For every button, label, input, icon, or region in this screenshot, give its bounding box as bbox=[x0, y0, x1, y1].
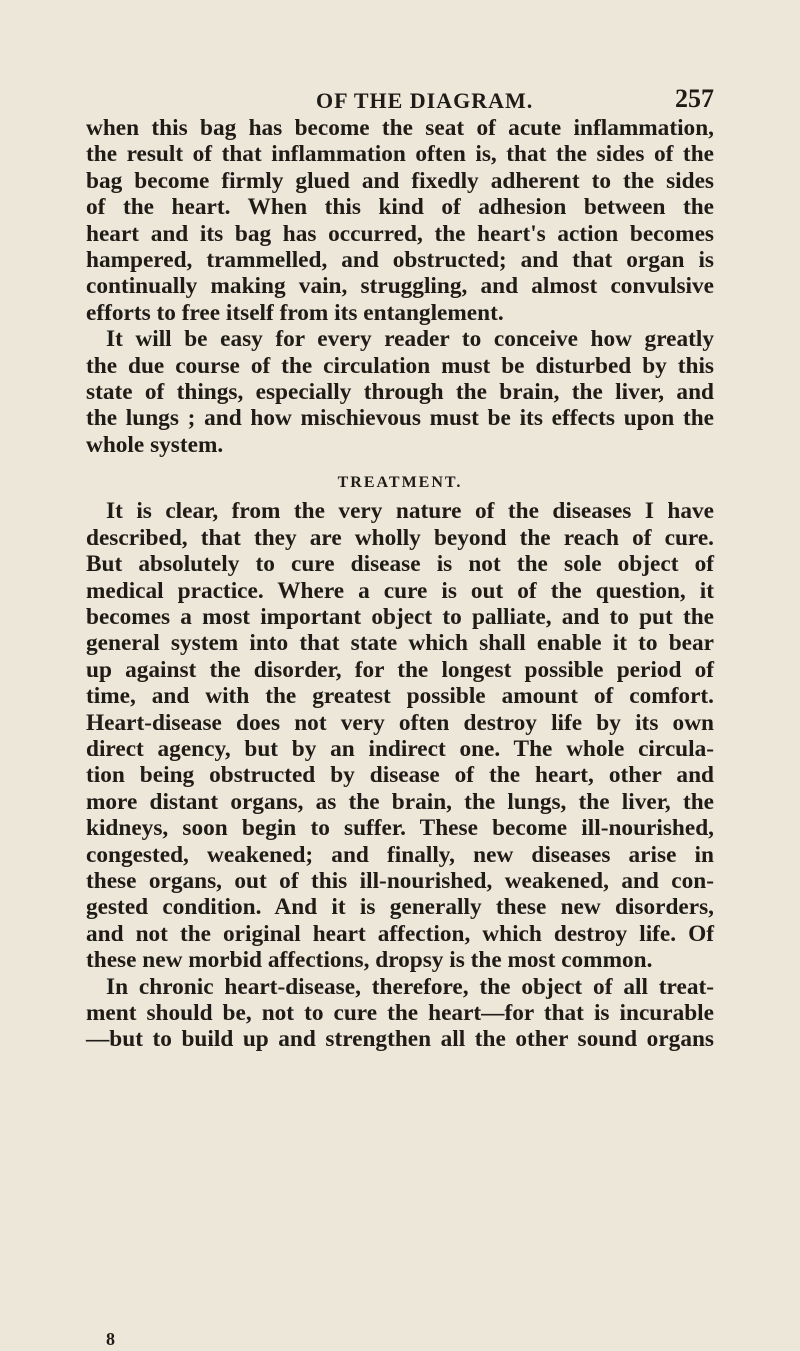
page-number: 257 bbox=[675, 84, 714, 113]
paragraph bbox=[86, 326, 714, 458]
text-line: these new morbid affections, dropsy is the most common. bbox=[86, 947, 653, 974]
text-line: bag become firmly glued and fixedly adherent to the sides bbox=[86, 167, 714, 194]
text-line: these organs, out of this ill-nourished, weakened, and con- bbox=[86, 867, 714, 894]
text-line: state of things, especially through the brain, the liver, and bbox=[86, 378, 714, 405]
text-line: tion being obstructed by disease of the heart, other and bbox=[86, 762, 714, 789]
text-line: direct agency, but by an indirect one. The whole circula- bbox=[86, 735, 714, 762]
running-title: OF THE DIAGRAM. bbox=[316, 88, 534, 113]
text-line: It will be easy for every reader to conceive how greatly bbox=[106, 326, 714, 353]
text-line: efforts to free itself from its entanglement. bbox=[86, 299, 504, 326]
text-line: time, and with the greatest possible amount of comfort. bbox=[86, 683, 714, 710]
text-line: gested condition. And it is generally these new disorders, bbox=[86, 894, 714, 921]
text-line: continually making vain, struggling, and almost convulsive bbox=[86, 273, 714, 300]
text-line: more distant organs, as the brain, the lungs, the liver, the bbox=[86, 788, 714, 815]
text-line: hampered, trammelled, and obstructed; and that organ is bbox=[86, 246, 714, 273]
text-line: congested, weakened; and finally, new diseases arise in bbox=[86, 841, 714, 868]
text-line: heart and its bag has occurred, the heart's action becomes bbox=[86, 220, 714, 247]
text-line: when this bag has become the seat of acute inflammation, bbox=[86, 115, 714, 141]
text-line: ment should be, not to cure the heart—for that is incurable bbox=[86, 999, 714, 1026]
text-line: Heart-disease does not very often destroy life by its own bbox=[86, 709, 714, 736]
text-line: —but to build up and strengthen all the other sound organs bbox=[86, 1026, 714, 1053]
paragraph bbox=[86, 498, 714, 973]
text-line: described, that they are wholly beyond the reach of cure. bbox=[86, 524, 714, 551]
text-line: of the heart. When this kind of adhesion between the bbox=[86, 194, 714, 221]
text-line: whole system. bbox=[86, 431, 224, 458]
signature-mark: 8 bbox=[106, 1329, 115, 1349]
text-line: becomes a most important object to palliate, and to put the bbox=[86, 604, 714, 631]
text-line: the lungs ; and how mischievous must be its effects upon the bbox=[86, 405, 714, 432]
text-line: and not the original heart affection, which destroy life. Of bbox=[86, 920, 714, 947]
text-line: up against the disorder, for the longest possible period of bbox=[86, 656, 714, 683]
text-line: the due course of the circulation must be disturbed by this bbox=[86, 352, 714, 379]
paragraph bbox=[86, 974, 714, 1053]
paragraph bbox=[86, 115, 714, 326]
text-line: But absolutely to cure disease is not the sole object of bbox=[86, 551, 714, 578]
text-line: medical practice. Where a cure is out of the question, it bbox=[86, 577, 714, 604]
text-line: In chronic heart-disease, therefore, the object of all treat- bbox=[106, 973, 714, 1000]
text-line: the result of that inflammation often is, that the sides of the bbox=[86, 141, 714, 168]
text-line: It is clear, from the very nature of the diseases I have bbox=[106, 498, 714, 525]
section-heading: TREATMENT. bbox=[337, 474, 463, 492]
page-body bbox=[86, 115, 714, 1053]
text-line: general system into that state which shall enable it to bear bbox=[86, 630, 714, 657]
text-line: kidneys, soon begin to suffer. These become ill-nourished, bbox=[86, 815, 714, 842]
